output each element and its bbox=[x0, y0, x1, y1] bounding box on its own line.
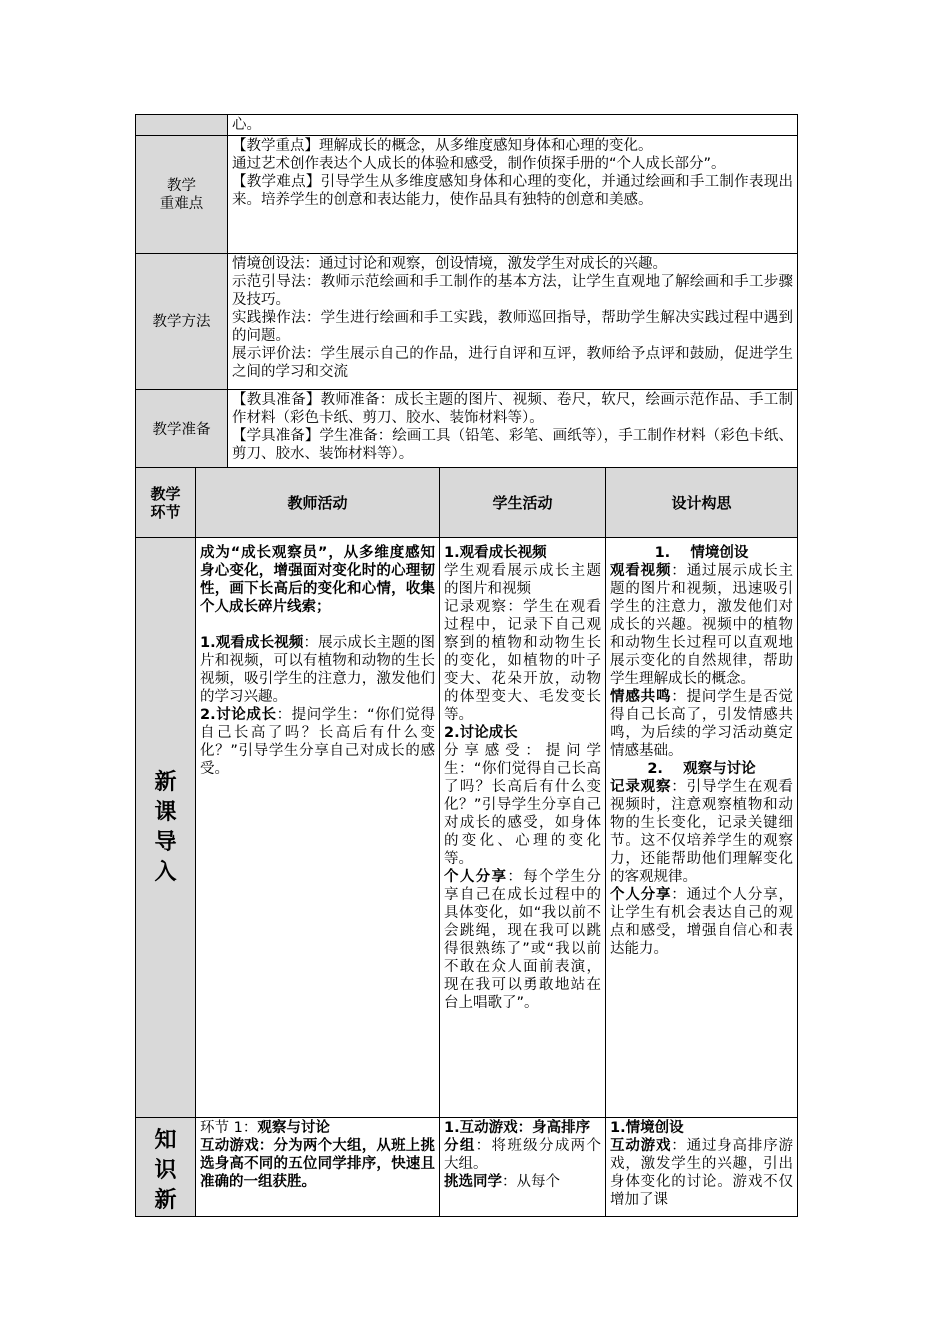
method-evaluation: 展示评价法：学生展示自己的作品，进行自评和互评，教师给予点评和鼓励，促进学生之间的学习和交流 bbox=[232, 346, 793, 380]
info-row-prep bbox=[136, 390, 798, 470]
knowledge-design: 1.情境创设 互动游戏：通过身高排序游戏，激发学生的兴趣，引出身体变化的讨论。游戏不仅增加了课 bbox=[606, 1118, 798, 1217]
intro-design-heading2: 2. 观察与讨论 bbox=[647, 761, 756, 777]
methods-content bbox=[228, 254, 798, 390]
intro-teacher-step2: 2.讨论成长：提问学生：“你们觉得自己长高了吗？长高后有什么变化？”引导学生分享自己对成长的感受。 bbox=[200, 707, 435, 777]
intro-student-step2-title: 2.讨论成长 bbox=[444, 725, 518, 741]
method-situation: 情境创设法：通过讨论和观察，创设情境，激发学生对成长的兴趣。 bbox=[232, 256, 667, 272]
activity-header-row bbox=[136, 468, 798, 538]
method-demo: 示范引导法：教师示范绘画和手工制作的基本方法，让学生直观地了解绘画和手工步骤及技巧。 bbox=[232, 274, 793, 308]
focus-content bbox=[228, 136, 798, 254]
intro-goal: 成为“成长观察员”，从多维度感知身心变化，增强面对变化时的心理韧性，画下长高后的变化和心情，收集个人成长碎片线索； bbox=[200, 545, 435, 615]
focus-expression: 通过艺术创作表达个人成长的体验和感受，制作侦探手册的“个人成长部分”。 bbox=[232, 156, 726, 172]
focus-key-point: 【教学重点】理解成长的概念，从多维度感知身体和心理的变化。 bbox=[232, 138, 653, 154]
knowledge-student: 1.互动游戏：身高排序 分组：将班级分成两个大组。 挑选同学：从每个 bbox=[440, 1118, 606, 1217]
activity-table bbox=[135, 467, 798, 1217]
methods-label: 教学方法 bbox=[136, 254, 228, 390]
intro-design: 1. 情境创设 观看视频：通过展示成长主题的图片和视频，迅速吸引学生的注意力，激发他们对成长的兴趣。视频中的植物和动物生长过程可以直观地展示变化的自然规律，帮助学生理解成长的概念。 情感共鸣：提问学生是否觉得自己长高了，引发情感共鸣，为后续的学习活动奠定情感基础。 2. 观察与讨论 记录观察：引导学生在观看视频时，注意观察植物和动物的生长变化，记录关键细节。这不仅培养学生的观察力，还能帮助他们理解变化的客观规律。 个人分享：通过个人分享，让学生有机会表达自己的观点和感受，增强自信心和表达能力。 bbox=[606, 538, 798, 1118]
intro-design-heading1: 1. 情境创设 bbox=[654, 545, 749, 561]
stage-knowledge: 知 识 新 bbox=[136, 1118, 196, 1217]
header-student: 学生活动 bbox=[440, 468, 606, 538]
info-row-methods bbox=[136, 254, 798, 390]
prep-label: 教学准备 bbox=[136, 390, 228, 470]
header-design: 设计构思 bbox=[606, 468, 798, 538]
intro-teacher-step1: 1.观看成长视频：展示成长主题的图片和视频，可以有植物和动物的生长视频，吸引学生的注意力，激发他们的学习兴趣。 bbox=[200, 635, 435, 705]
prep-student: 【学具准备】学生准备：绘画工具（铅笔、彩笔、画纸等），手工制作材料（彩色卡纸、剪刀、胶水、装饰材料等）。 bbox=[232, 428, 793, 462]
header-stage: 教学 环节 bbox=[136, 468, 196, 538]
intro-teacher bbox=[196, 538, 440, 1118]
knowledge-row bbox=[136, 1118, 798, 1217]
method-practice: 实践操作法：学生进行绘画和手工实践，教师巡回指导，帮助学生解决实践过程中遇到的问题。 bbox=[232, 310, 793, 344]
intro-student-step1-title: 1.观看成长视频 bbox=[444, 545, 547, 561]
prep-content bbox=[228, 390, 798, 470]
continuation-label-cell bbox=[136, 115, 228, 136]
focus-difficulty: 【教学难点】引导学生从多维度感知身体和心理的变化，并通过绘画和手工制作表现出来。培养学生的创意和表达能力，使作品具有独特的创意和美感。 bbox=[232, 174, 793, 208]
info-row-continuation bbox=[136, 115, 798, 136]
intro-student: 1.观看成长视频 学生观看展示成长主题的图片和视频 记录观察：学生在观看过程中，记录下自己观察到的植物和动物生长的变化，如植物的叶子变大、花朵开放，动物的体型变大、毛发变长等。 2.讨论成长 分享感受：提问学生：“你们觉得自己长高了吗？长高后有什么变化？”引导学生分享自己对成长的感受，如身体的变化、心理的变化等。 个人分享：每个学生分享自己在成长过程中的具体变化，如“我以前不会跳绳，现在我可以跳得很熟练了”或“我以前不敢在众人面前表演，现在我可以勇敢地站在台上唱歌了”。 bbox=[440, 538, 606, 1118]
continuation-text: 心。 bbox=[228, 115, 798, 136]
info-row-focus bbox=[136, 136, 798, 254]
focus-label: 教学 重难点 bbox=[136, 136, 228, 254]
intro-row bbox=[136, 538, 798, 1118]
lesson-info-table bbox=[135, 114, 798, 470]
header-teacher: 教师活动 bbox=[196, 468, 440, 538]
prep-teacher: 【教具准备】教师准备：成长主题的图片、视频、卷尺，软尺，绘画示范作品、手工制作材料（彩色卡纸、剪刀、胶水、装饰材料等）。 bbox=[232, 392, 793, 426]
stage-intro: 新 课 导 入 bbox=[136, 538, 196, 1118]
knowledge-teacher: 环节 1：观察与讨论 互动游戏：分为两个大组，从班上挑选身高不同的五位同学排序，快速且准确的一组获胜。 bbox=[196, 1118, 440, 1217]
